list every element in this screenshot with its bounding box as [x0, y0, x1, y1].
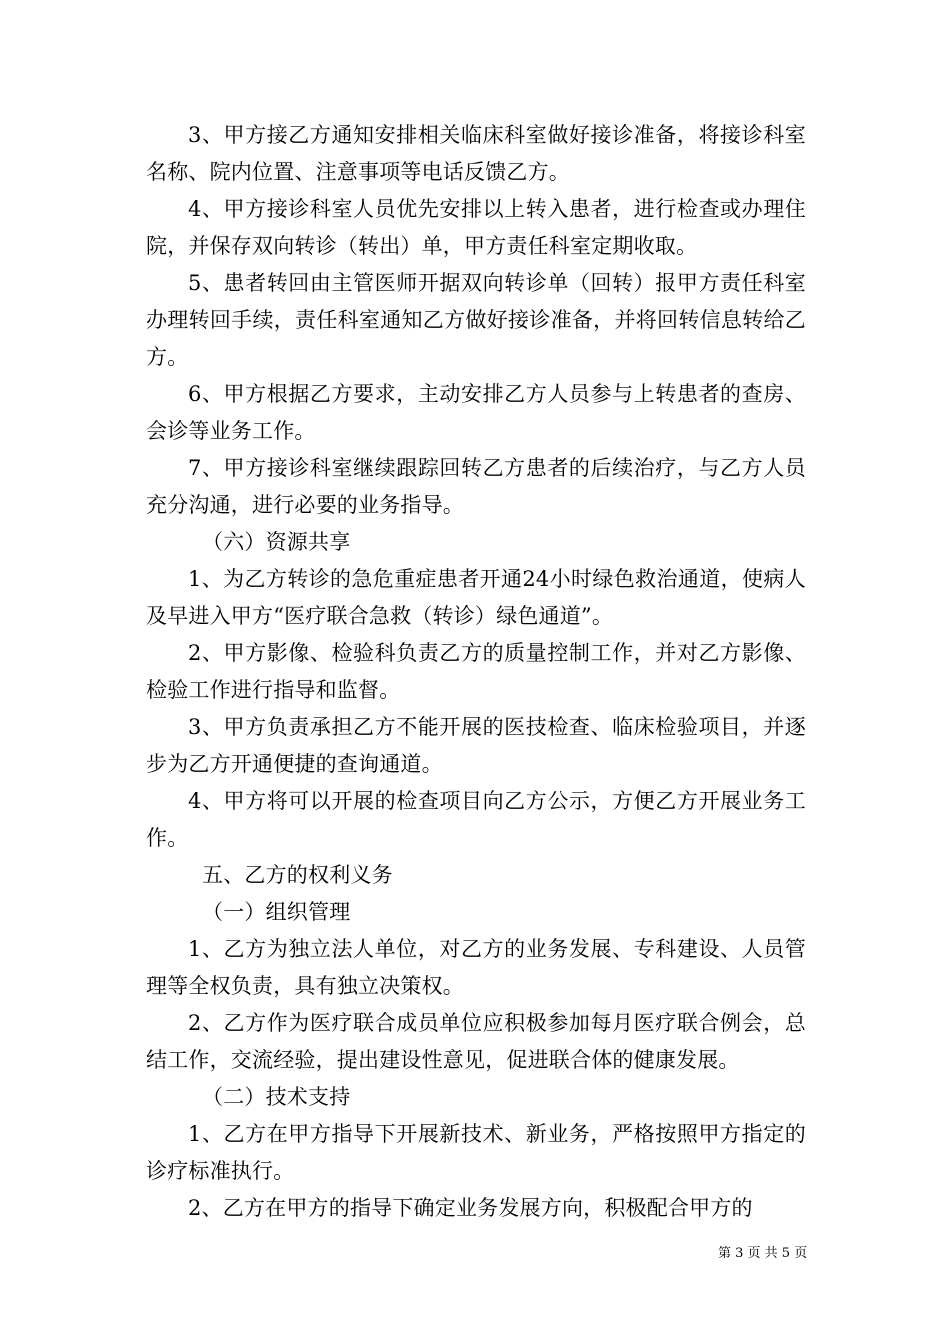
paragraph-item-2-meetings: 2、乙方作为医疗联合成员单位应积极参加每月医疗联合例会，总结工作，交流经验，提出建设性意见，促进联合体的健康发展。 [146, 1011, 806, 1072]
paragraph-item-6-rounds: 6、甲方根据乙方要求，主动安排乙方人员参与上转患者的查房、会诊等业务工作。 [146, 382, 806, 443]
paragraph-item-1-new-tech: 1、乙方在甲方指导下开展新技术、新业务，严格按照甲方指定的诊疗标准执行。 [146, 1122, 806, 1183]
paragraph-item-2-direction: 2、乙方在甲方的指导下确定业务发展方向，积极配合甲方的 [188, 1196, 753, 1220]
paragraph-item-2-quality-control: 2、甲方影像、检验科负责乙方的质量控制工作，并对乙方影像、检验工作进行指导和监督。 [146, 641, 806, 702]
section-heading-party-b-rights: 五、乙方的权利义务 [202, 863, 393, 887]
page-number-footer: 第 3 页 共 5 页 [718, 1246, 808, 1261]
subheading-resource-sharing: （六）资源共享 [202, 530, 351, 554]
paragraph-item-3-exams: 3、甲方负责承担乙方不能开展的医技检查、临床检验项目，并逐步为乙方开通便捷的查询通道。 [146, 715, 806, 776]
paragraph-item-1-legal-entity: 1、乙方为独立法人单位，对乙方的业务发展、专科建设、人员管理等全权负责，具有独立决策权。 [146, 937, 806, 998]
paragraph-item-5-return: 5、患者转回由主管医师开据双向转诊单（回转）报甲方责任科室办理转回手续，责任科室通知乙方做好接诊准备，并将回转信息转给乙方。 [146, 271, 806, 369]
paragraph-item-3-notify: 3、甲方接乙方通知安排相关临床科室做好接诊准备，将接诊科室名称、院内位置、注意事项等电话反馈乙方。 [146, 123, 806, 184]
subheading-technical-support: （二）技术支持 [202, 1085, 351, 1109]
document-body [146, 117, 806, 1227]
paragraph-item-7-followup: 7、甲方接诊科室继续跟踪回转乙方患者的后续治疗，与乙方人员充分沟通，进行必要的业务指导。 [146, 456, 806, 517]
paragraph-item-4-disclosure: 4、甲方将可以开展的检查项目向乙方公示，方便乙方开展业务工作。 [146, 789, 806, 850]
paragraph-item-1-green-channel: 1、为乙方转诊的急危重症患者开通24小时绿色救治通道，使病人及早进入甲方“医疗联合急救（转诊）绿色通道”。 [146, 567, 806, 628]
paragraph-item-4-priority: 4、甲方接诊科室人员优先安排以上转入患者，进行检查或办理住院，并保存双向转诊（转出）单，甲方责任科室定期收取。 [146, 197, 806, 258]
subheading-organization: （一）组织管理 [202, 900, 351, 924]
